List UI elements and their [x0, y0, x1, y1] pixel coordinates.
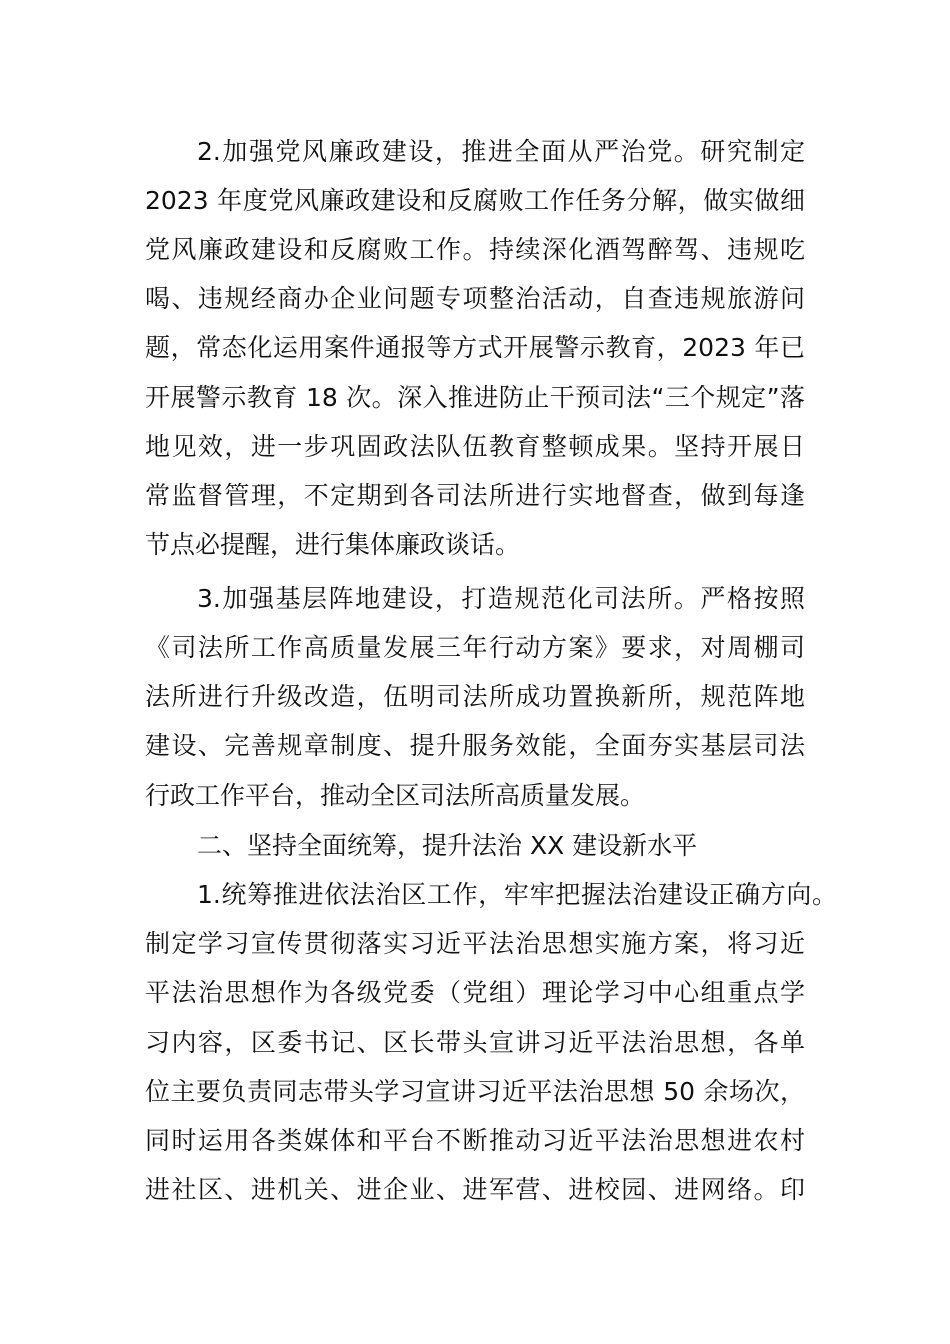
text-line: 习内容，区委书记、区长带头宣讲习近平法治思想，各单 [145, 1028, 805, 1057]
paragraph-2-heading-line: 2.加强党风廉政建设，推进全面从严治党。研究制定 [197, 137, 805, 166]
text-line: 进社区、进机关、进企业、进军营、进校园、进网络。印 [145, 1175, 805, 1204]
text-line: 制定学习宣传贯彻落实习近平法治思想实施方案，将习近 [145, 929, 805, 958]
text-line: 建设、完善规章制度、提升服务效能，全面夯实基层司法 [145, 731, 805, 760]
text-line: 2023 年度党风廉政建设和反腐败工作任务分解，做实做细 [145, 186, 805, 215]
text-line: 党风廉政建设和反腐败工作。持续深化酒驾醉驾、违规吃 [145, 235, 805, 264]
text-line: 同时运用各类媒体和平台不断推动习近平法治思想进农村 [145, 1126, 805, 1155]
text-line: 节点必提醒，进行集体廉政谈话。 [145, 530, 521, 559]
text-line: 行政工作平台，推动全区司法所高质量发展。 [145, 781, 646, 810]
text-line: 常监督管理，不定期到各司法所进行实地督查，做到每逢 [145, 481, 805, 510]
text-line: 平法治思想作为各级党委（党组）理论学习中心组重点学 [145, 978, 805, 1007]
text-line: 题，常态化运用案件通报等方式开展警示教育，2023 年已 [145, 333, 805, 362]
section-heading: 二、坚持全面统筹，提升法治 XX 建设新水平 [197, 831, 698, 860]
text-line: 《司法所工作高质量发展三年行动方案》要求，对周棚司 [145, 633, 805, 662]
text-line: 位主要负责同志带头学习宣讲习近平法治思想 50 余场次， [145, 1077, 805, 1106]
text-line: 地见效，进一步巩固政法队伍教育整顿成果。坚持开展日 [145, 432, 805, 461]
paragraph-3-heading-line: 3.加强基层阵地建设，打造规范化司法所。严格按照 [197, 584, 805, 613]
paragraph-1-heading-line: 1.统筹推进依法治区工作，牢牢把握法治建设正确方向。 [197, 880, 837, 909]
text-line: 开展警示教育 18 次。深入推进防止干预司法“三个规定”落 [145, 383, 805, 412]
text-line: 法所进行升级改造，伍明司法所成功置换新所，规范阵地 [145, 682, 805, 711]
text-line: 喝、违规经商办企业问题专项整治活动，自查违规旅游问 [145, 284, 805, 313]
